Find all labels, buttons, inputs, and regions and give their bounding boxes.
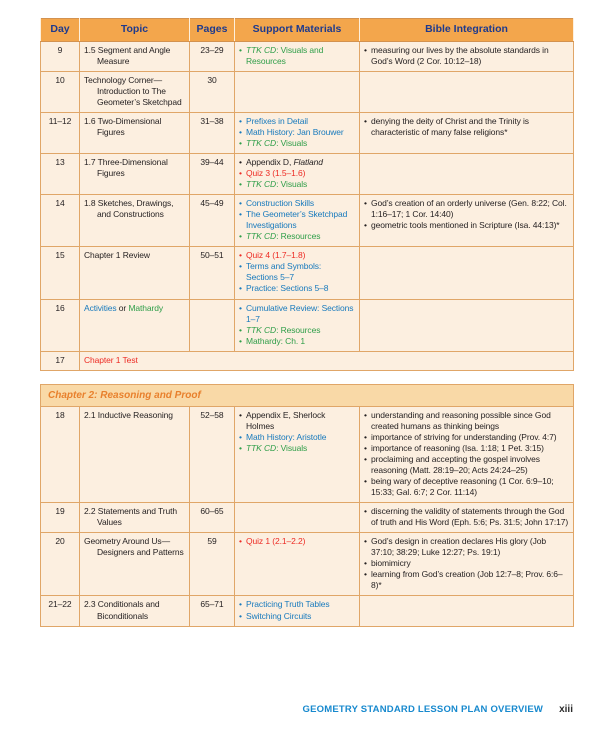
- footer-title: GEOMETRY STANDARD LESSON PLAN OVERVIEW: [302, 704, 544, 715]
- bible-point: • being wary of deceptive reasoning (1 Cor. 6:9–10; 15:33; Gal. 6:7; 2 Cor. 11:14): [364, 476, 569, 498]
- text-segment: : Visuals and Resources: [246, 44, 324, 66]
- text-segment: : Visuals: [276, 137, 308, 148]
- text-segment: Switching Circuits: [246, 610, 312, 621]
- support-item: [239, 157, 355, 168]
- text-segment: TTK CD: [246, 137, 277, 148]
- page-number: xiii: [559, 704, 573, 715]
- support-materials-cell: [235, 406, 360, 502]
- text-segment: : Resources: [276, 324, 321, 335]
- table-row: [41, 154, 574, 195]
- col-header-pages: Pages: [190, 19, 235, 42]
- support-item: [239, 209, 355, 231]
- text-segment: Chapter 1 Test: [84, 354, 138, 365]
- topic-text: [84, 45, 185, 67]
- support-materials-cell: [235, 195, 360, 247]
- support-item: [239, 303, 355, 325]
- table-row: [41, 503, 574, 533]
- topic-text: [84, 250, 185, 261]
- bible-point: • geometric tools mentioned in Scripture (Isa. 44:13)*: [364, 220, 569, 231]
- topic-cell: [80, 195, 190, 247]
- topic-text: [84, 157, 185, 179]
- support-materials-cell: [235, 154, 360, 195]
- bible-integration-cell: [360, 112, 574, 153]
- table-row: [41, 596, 574, 626]
- text-segment: Mathardy: [128, 302, 164, 313]
- bible-point: • biomimicry: [364, 558, 569, 569]
- support-item: [239, 536, 355, 547]
- text-segment: Quiz 1 (2.1–2.2): [246, 536, 306, 547]
- bible-point: • God’s design in creation declares His glory (Job 37:10; 38:29; Luke 12:27; Ps. 19:1): [364, 536, 569, 558]
- topic-cell: [80, 41, 190, 71]
- pages-cell: 65–71: [190, 596, 235, 626]
- support-item: [239, 432, 355, 443]
- support-list: [239, 250, 355, 294]
- topic-text: [84, 599, 185, 621]
- topic-cell: [80, 154, 190, 195]
- topic-cell: [80, 596, 190, 626]
- support-materials-cell: [235, 71, 360, 112]
- table-header: [41, 19, 574, 42]
- day-cell: 13: [41, 154, 80, 195]
- bible-list: [364, 198, 569, 231]
- text-segment: Flatland: [293, 157, 323, 168]
- support-list: [239, 116, 355, 149]
- chapter-band: [41, 384, 574, 406]
- day-cell: 10: [41, 71, 80, 112]
- text-segment: The Geometer’s Sketchpad Investigations: [246, 209, 348, 231]
- support-item: [239, 443, 355, 454]
- text-segment: Appendix D,: [246, 157, 294, 168]
- support-list: [239, 599, 355, 621]
- day-cell: 19: [41, 503, 80, 533]
- topic-text: [84, 355, 569, 366]
- support-item: [239, 283, 355, 294]
- table-row: [41, 299, 574, 351]
- support-item: [239, 336, 355, 347]
- text-segment: Cumulative Review: Sections 1–7: [246, 302, 354, 324]
- bible-integration-cell: [360, 41, 574, 71]
- support-materials-cell: [235, 299, 360, 351]
- day-cell: 15: [41, 247, 80, 299]
- bible-integration-cell: [360, 533, 574, 596]
- bible-point: • importance of striving for understanding (Prov. 4:7): [364, 432, 569, 443]
- support-materials-cell: [235, 533, 360, 596]
- topic-cell: [80, 299, 190, 351]
- bible-list: [364, 410, 569, 498]
- pages-cell: 52–58: [190, 406, 235, 502]
- support-item: [239, 410, 355, 432]
- text-segment: TTK CD: [246, 324, 277, 335]
- support-list: [239, 410, 355, 454]
- text-segment: 1.5 Segment and Angle Measure: [84, 44, 171, 66]
- table-row: [41, 71, 574, 112]
- text-segment: Prefixes in Detail: [246, 115, 308, 126]
- text-segment: Mathardy: Ch. 1: [246, 335, 305, 346]
- day-cell: 21–22: [41, 596, 80, 626]
- text-segment: : Visuals: [276, 179, 308, 190]
- table-row: [41, 351, 574, 370]
- text-segment: Chapter 1 Review: [84, 250, 150, 261]
- bible-integration-cell: [360, 154, 574, 195]
- support-list: [239, 303, 355, 347]
- lesson-table-chapter2: [40, 384, 574, 627]
- support-item: [239, 45, 355, 67]
- day-cell: 16: [41, 299, 80, 351]
- pages-cell: 50–51: [190, 247, 235, 299]
- pages-cell: [190, 299, 235, 351]
- text-segment: 2.1 Inductive Reasoning: [84, 409, 173, 420]
- topic-text: [84, 506, 185, 528]
- bible-point: • proclaiming and accepting the gospel involves reasoning (Matt. 28:19–20; Acts 24:24–25): [364, 454, 569, 476]
- table-row: [41, 195, 574, 247]
- text-segment: TTK CD: [246, 44, 277, 55]
- topic-cell: [80, 503, 190, 533]
- bible-integration-cell: [360, 503, 574, 533]
- support-item: [239, 325, 355, 336]
- day-cell: 11–12: [41, 112, 80, 153]
- table-row: [41, 112, 574, 153]
- pages-cell: 30: [190, 71, 235, 112]
- pages-cell: 31–38: [190, 112, 235, 153]
- support-materials-cell: [235, 503, 360, 533]
- merged-topic-cell: [80, 351, 574, 370]
- support-item: [239, 168, 355, 179]
- text-segment: TTK CD: [246, 442, 277, 453]
- text-segment: : Visuals: [276, 442, 308, 453]
- topic-text: [84, 75, 185, 108]
- support-item: [239, 198, 355, 209]
- bible-point: • understanding and reasoning possible since God created humans as thinking beings: [364, 410, 569, 432]
- col-header-bible-integration: Bible Integration: [360, 19, 574, 42]
- topic-cell: [80, 112, 190, 153]
- text-segment: Construction Skills: [246, 198, 315, 209]
- col-header-day: Day: [41, 19, 80, 42]
- bible-point: • denying the deity of Christ and the Trinity is characteristic of many false religions*: [364, 116, 569, 138]
- table-row: [41, 533, 574, 596]
- table-row: [41, 247, 574, 299]
- bible-point: • importance of reasoning (Isa. 1:18; 1 Pet. 3:15): [364, 443, 569, 454]
- bible-integration-cell: [360, 247, 574, 299]
- text-segment: Activities: [84, 302, 117, 313]
- chapter-band-label: Chapter 2: Reasoning and Proof: [41, 384, 574, 406]
- day-cell: 9: [41, 41, 80, 71]
- support-list: [239, 45, 355, 67]
- day-cell: 14: [41, 195, 80, 247]
- text-segment: Geometry Around Us—Designers and Patterns: [84, 536, 184, 558]
- support-item: [239, 250, 355, 261]
- bible-list: [364, 536, 569, 591]
- bible-list: [364, 116, 569, 138]
- topic-text: [84, 410, 185, 421]
- text-segment: 2.2 Statements and Truth Values: [84, 506, 178, 528]
- text-segment: Appendix E, Sherlock Holmes: [246, 409, 326, 431]
- text-segment: or: [116, 302, 129, 313]
- topic-text: [84, 303, 185, 314]
- bible-list: [364, 45, 569, 67]
- topic-cell: [80, 71, 190, 112]
- support-item: [239, 611, 355, 622]
- pages-cell: 39–44: [190, 154, 235, 195]
- text-segment: Terms and Symbols: Sections 5–7: [246, 261, 322, 283]
- topic-cell: [80, 247, 190, 299]
- topic-text: [84, 198, 185, 220]
- text-segment: : Resources: [276, 231, 321, 242]
- text-segment: TTK CD: [246, 231, 277, 242]
- topic-cell: [80, 406, 190, 502]
- day-cell: 17: [41, 351, 80, 370]
- header-row: [41, 19, 574, 42]
- bible-list: [364, 506, 569, 528]
- bible-integration-cell: [360, 71, 574, 112]
- topic-text: [84, 116, 185, 138]
- bible-integration-cell: [360, 299, 574, 351]
- topic-cell: [80, 533, 190, 596]
- bible-integration-cell: [360, 596, 574, 626]
- text-segment: Practice: Sections 5–8: [246, 283, 329, 294]
- topic-text: [84, 536, 185, 558]
- text-segment: Quiz 4 (1.7–1.8): [246, 250, 306, 261]
- text-segment: Quiz 3 (1.5–1.6): [246, 168, 306, 179]
- support-materials-cell: [235, 247, 360, 299]
- pages-cell: 59: [190, 533, 235, 596]
- pages-cell: 23–29: [190, 41, 235, 71]
- pages-cell: 45–49: [190, 195, 235, 247]
- day-cell: 18: [41, 406, 80, 502]
- bible-point: • measuring our lives by the absolute standards in God’s Word (2 Cor. 10:12–18): [364, 45, 569, 67]
- bible-point: • discerning the validity of statements through the God of truth and His Word (Eph. 5:6; Ps. 31:5; John 17:17): [364, 506, 569, 528]
- text-segment: Math History: Aristotle: [246, 431, 327, 442]
- support-item: [239, 261, 355, 283]
- day-cell: 20: [41, 533, 80, 596]
- support-list: [239, 198, 355, 242]
- text-segment: TTK CD: [246, 179, 277, 190]
- text-segment: Math History: Jan Brouwer: [246, 126, 344, 137]
- support-item: [239, 179, 355, 190]
- support-item: [239, 138, 355, 149]
- support-list: [239, 157, 355, 190]
- bible-point: • God’s creation of an orderly universe (Gen. 8:22; Col. 1:16–17; 1 Cor. 14:40): [364, 198, 569, 220]
- support-materials-cell: [235, 596, 360, 626]
- text-segment: 2.3 Conditionals and Biconditionals: [84, 599, 160, 621]
- table-row: [41, 41, 574, 71]
- support-list: [239, 536, 355, 547]
- bible-integration-cell: [360, 195, 574, 247]
- text-segment: 1.8 Sketches, Drawings, and Constructions: [84, 198, 174, 220]
- col-header-topic: Topic: [80, 19, 190, 42]
- text-segment: Technology Corner—Introduction to The Geometer’s Sketchpad: [84, 74, 182, 107]
- lesson-table-chapter1: [40, 18, 574, 371]
- support-item: [239, 599, 355, 610]
- support-item: [239, 127, 355, 138]
- bible-integration-cell: [360, 406, 574, 502]
- support-item: [239, 116, 355, 127]
- col-header-support-materials: Support Materials: [235, 19, 360, 42]
- pages-cell: 60–65: [190, 503, 235, 533]
- text-segment: Practicing Truth Tables: [246, 599, 330, 610]
- bible-point: • learning from God’s creation (Job 12:7–8; Prov. 6:6–8)*: [364, 569, 569, 591]
- text-segment: 1.6 Two-Dimensional Figures: [84, 115, 162, 137]
- support-materials-cell: [235, 112, 360, 153]
- page-footer: [40, 699, 573, 717]
- support-item: [239, 231, 355, 242]
- support-materials-cell: [235, 41, 360, 71]
- text-segment: 1.7 Three-Dimensional Figures: [84, 157, 168, 179]
- table-row: [41, 406, 574, 502]
